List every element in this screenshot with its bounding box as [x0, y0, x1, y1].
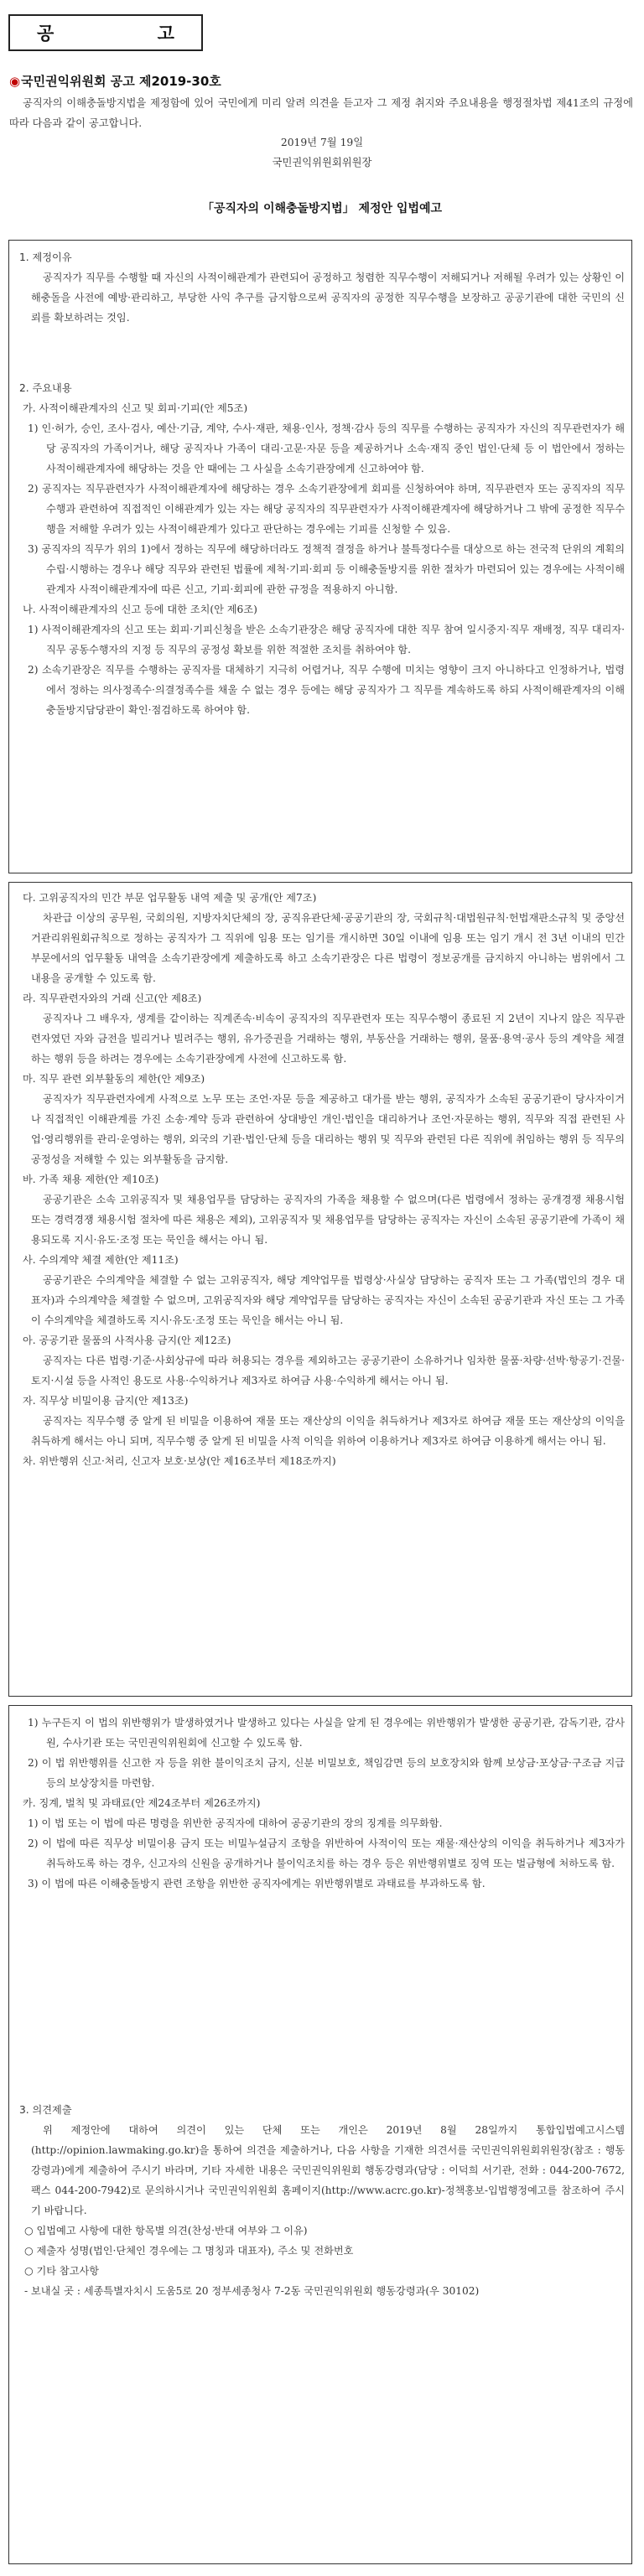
content-box-1 [8, 240, 632, 873]
list-item: 1) 이 법 또는 이 법에 따른 명령을 위반한 공직자에 대하여 공공기관의 장의 징계를 의무화함. [28, 1817, 443, 1829]
subsection-heading: 사. 수의계약 체결 제한(안 제11조) [23, 1254, 179, 1266]
content-box-2 [8, 882, 632, 1697]
subsection-heading: 나. 사적이해관계자의 신고 등에 대한 조치(안 제6조) [23, 604, 257, 615]
section-body: 위 제정안에 대하여 의견이 있는 단체 또는 개인은 2019년 8월 28일까지 통합입법예고시스템(http://opinion.lawmaking.go.kr)을 통하여 의견을 제출하거나, 다음 사항을 기재한 의견서를 국민권익위원회위원장(참조 : 행동강령과)에게 제출하여 주시기 바라며, 기타 자세한 내용은 국민권익위원회 행동강령과(담당 : 이덕희 서기관, 전화 : 044-200-7672, 팩스 044-200-7942)로 문의하시거나 국민권익위원회 홈페이지(http://www.acrc.go.kr)-정책홍보-입법행정예고를 참조하여 주시기 바랍니다. [31, 2124, 625, 2216]
list-item: 2) 공직자는 직무관련자가 사적이해관계자에 해당하는 경우 소속기관장에게 회피를 신청하여야 하며, 직무관련자 또는 공직자의 직무 수행과 관련하여 직접적인 이해관계가 있는 자는 해당 공직자의 직무관련자가 사적이해관계자에 해당하거나 그 밖에 공정한 직무수행을 저해할 우려가 있는 사적이해관계가 있다고 판단하는 경우에는 기피를 신청할 수 있음. [28, 483, 625, 535]
content-box-3 [8, 1705, 632, 2564]
list-item: 1) 누구든지 이 법의 위반행위가 발생하였거나 발생하고 있다는 사실을 알게 된 경우에는 위반행위가 발생한 공공기관, 감독기관, 감사원, 수사기관 또는 국민권익위원회에 신고할 수 있도록 함. [28, 1717, 625, 1749]
notice-title [9, 72, 221, 90]
list-item: 2) 이 법 위반행위를 신고한 자 등을 위한 불이익조치 금지, 신분 비밀보호, 책임감면 등의 보호장치와 함께 보상금·포상금·구조금 지급 등의 보상장치를 마련함. [28, 1757, 625, 1789]
list-item: ○ 기타 참고사항 [24, 2265, 100, 2277]
subsection-body: 공직자는 직무수행 중 알게 된 비밀을 이용하여 재물 또는 재산상의 이익을 취득하거나 제3자로 하여금 재물 또는 재산상의 이익을 취득하게 해서는 아니 되며, 직무수행 중 알게 된 비밀을 사적 이익을 위하여 이용하거나 제3자로 하여금 이용하게 해서는 아니 됨. [31, 1415, 625, 1447]
subsection-body: 공공기관은 수의계약을 체결할 수 없는 고위공직자, 해당 계약업무를 법령상·사실상 담당하는 공직자 또는 그 가족(법인의 경우 대표자)과 수의계약을 체결할 수 없으며, 고위공직자와 해당 계약업무를 담당하는 공직자는 자신이 소속된 공공기관과 자신 또는 그 가족이 수의계약을 체결하도록 지시·유도·조정 또는 묵인을 해서는 아니 됨. [31, 1274, 625, 1326]
section-2 [19, 378, 625, 720]
subsection-heading: 자. 직무상 비밀이용 금지(안 제13조) [23, 1395, 189, 1407]
list-item: ○ 제출자 성명(법인·단체인 경우에는 그 명칭과 대표자), 주소 및 전화번호 [24, 2245, 354, 2257]
mailing-address: - 보내실 곳 : 세종특별자치시 도움5로 20 정부세종청사 7-2동 국민권익위원회 행동강령과(우 30102) [24, 2285, 480, 2297]
subsection-heading: 마. 직무 관련 외부활동의 제한(안 제9조) [23, 1073, 205, 1085]
subsection-heading: 차. 위반행위 신고·처리, 신고자 보호·보상(안 제16조부터 제18조까지) [23, 1455, 336, 1467]
section-1 [19, 247, 625, 328]
bill-title: 「공직자의 이해충돌방지법」 제정안 입법예고 [201, 202, 443, 215]
list-item: 1) 사적이해관계자의 신고 또는 회피·기피신청을 받은 소속기관장은 해당 공직자에 대한 직무 참여 일시중지·직무 재배정, 직무 대리자·직무 공동수행자의 지정 등 직무의 공정성 확보를 위한 적절한 조치를 취하여야 함. [28, 624, 625, 656]
list-item: 2) 이 법에 따른 직무상 비밀이용 금지 또는 비밀누설금지 조항을 위반하여 사적이익 또는 재물·재산상의 이익을 취득하거나 제3자가 취득하도록 하는 경우, 신고자의 신원을 공개하거나 불이익조치를 하는 경우 등은 위반행위별로 징역 또는 벌금형에 처하도록 함. [28, 1837, 625, 1869]
section-body: 공직자가 직무를 수행할 때 자신의 사적이해관계가 관련되어 공정하고 청렴한 직무수행이 저해되거나 저해될 우려가 있는 상황인 이해충돌을 사전에 예방·관리하고, 부당한 사익 추구를 금지함으로써 공직자의 공정한 직무수행을 보장하고 공공기관에 대한 국민의 신뢰를 확보하려는 것임. [31, 272, 625, 324]
notice-intro: 공직자의 이해충돌방지법을 제정함에 있어 국민에게 미리 알려 의견을 듣고자 그 제정 취지와 주요내용을 행정절차법 제41조의 규정에 따라 다음과 같이 공고합니다. [9, 97, 633, 129]
notice-signatory: 국민권익위원회위원장 [272, 157, 372, 168]
subsection-heading: 라. 직무관련자와의 거래 신고(안 제8조) [23, 993, 202, 1004]
notice-header-box [8, 14, 223, 51]
subsection-heading: 바. 가족 채용 제한(안 제10조) [23, 1174, 159, 1185]
section-heading: 2. 주요내용 [19, 382, 72, 394]
notice-title-mark-icon: ◉ [9, 74, 21, 89]
notice-title-text: 국민권익위원회 공고 제2019-30호 [21, 74, 221, 89]
section-heading: 1. 제정이유 [19, 251, 72, 263]
list-item: ○ 입법예고 사항에 대한 항목별 의견(찬성·반대 여부와 그 이유) [24, 2225, 308, 2237]
subsection-body: 공공기관은 소속 고위공직자 및 채용업무를 담당하는 공직자의 가족을 채용할 수 없으며(다른 법령에서 정하는 공개경쟁 채용시험 또는 경력경쟁 채용시험 절차에 따른 채용은 제외), 고위공직자 및 채용업무를 담당하는 공직자는 자신이 소속된 공공기관에 가족이 채용되도록 지시·유도·조정 또는 묵인을 해서는 아니 됨. [31, 1194, 625, 1246]
subsection-heading: 아. 공공기관 물품의 사적사용 금지(안 제12조) [23, 1335, 231, 1346]
list-item: 3) 이 법에 따른 이해충돌방지 관련 조항을 위반한 공직자에게는 위반행위별로 과태료를 부과하도록 함. [28, 1878, 486, 1889]
list-item: 1) 인·허가, 승인, 조사·검사, 예산·기금, 계약, 수사·재판, 채용·인사, 정책·감사 등의 직무를 수행하는 공직자가 자신의 직무관련자가 해당 공직자의 가족이거나, 해당 공직자나 가족이 대리·고문·자문 등을 제공하거나 소속·재직 중인 법인·단체 등 이 법안에서 정하는 사적이해관계자에 해당하는 것을 안 때에는 그 사실을 소속기관장에게 신고하여야 함. [28, 422, 625, 474]
notice-header [8, 8, 223, 57]
list-item: 2) 소속기관장은 직무를 수행하는 공직자를 대체하기 지극히 어렵거나, 직무 수행에 미치는 영향이 크지 아니하다고 인정하거나, 법령에서 정하는 의사정족수·의결정족수를 채울 수 없는 경우 등에는 해당 공직자가 그 직무를 계속하도록 하되 사적이해관계자의 이해충돌방지담당관이 확인·점검하도록 하여야 함. [28, 664, 625, 716]
list-item: 3) 공직자의 직무가 위의 1)에서 정하는 직무에 해당하더라도 정책적 결정을 하거나 불특정다수를 대상으로 하는 전국적 단위의 계획의 수립·시행하는 경우나 해당 직무와 관련된 법률에 제척·기피·회피 등 이해충돌방지를 위한 절차가 마련되어 있는 경우에는 사적이해관계자 사적이해관계자에 따른 신고, 기피·회피에 관한 규정을 적용하지 아니함. [28, 543, 625, 595]
subsection-body: 공직자는 다른 법령·기준·사회상규에 따라 허용되는 경우를 제외하고는 공공기관이 소유하거나 임차한 물품·차량·선박·항공기·건물·토지·시설 등을 사적인 용도로 사용·수익하거나 제3자로 하여금 사용·수익하게 해서는 아니 됨. [31, 1355, 625, 1386]
subsection-body: 공직자나 그 배우자, 생계를 같이하는 직계존속·비속이 공직자의 직무관련자 또는 직무수행이 종료된 지 2년이 지나지 않은 직무관련자였던 자와 금전을 빌리거나 빌려주는 행위, 유가증권을 거래하는 행위, 부동산을 거래하는 행위, 물품·용역·공사 등의 계약을 체결하는 행위 등을 하려는 경우에는 소속기관장에게 사전에 신고하도록 함. [31, 1013, 625, 1065]
subsection-heading: 가. 사적이해관계자의 신고 및 회피·기피(안 제5조) [23, 402, 248, 414]
notice-date: 2019년 7월 19일 [280, 137, 364, 148]
section-3 [19, 2100, 625, 2301]
subsection-heading: 다. 고위공직자의 민간 부문 업무활동 내역 제출 및 공개(안 제7조) [23, 892, 317, 904]
subsection-body: 차관급 이상의 공무원, 국회의원, 지방자치단체의 장, 공직유관단체·공공기관의 장, 국회규칙·대법원규칙·헌법재판소규칙 및 중앙선거관리위원회규칙으로 정하는 공직자가 그 직위에 임용 또는 임기를 개시하면 30일 이내에 임용 또는 임기 개시 전 3년 이내의 민간 부문에서의 업무활동 내역을 소속기관장에게 제출하도록 하고 소속기관장은 다른 법령이 정보공개를 금지하지 아니하는 범위에서 그 내용을 공개할 수 있도록 함. [31, 912, 625, 984]
notice-header-label: 공 고 [37, 23, 223, 44]
subsections-cha-ka [19, 1713, 625, 1894]
subsections-da-to-cha [19, 888, 625, 1471]
subsection-body: 공직자가 직무관련자에게 사적으로 노무 또는 조언·자문 등을 제공하고 대가를 받는 행위, 공직자가 소속된 공공기관이 당사자이거나 직접적인 이해관계를 가진 소송·계약 등과 관련하여 상대방인 개인·법인을 대리하거나 조언·자문하는 행위, 직무와 직접 관련된 사업·영리행위를 관리·운영하는 행위, 외국의 기관·법인·단체 등을 대리하는 행위 및 직무와 관련된 다른 직위에 취임하는 행위 등 직무의 공정성을 저해할 수 있는 외부활동을 금지함. [31, 1093, 625, 1165]
section-heading: 3. 의견제출 [19, 2104, 72, 2116]
subsection-heading: 카. 징계, 벌칙 및 과태료(안 제24조부터 제26조까지) [23, 1797, 261, 1809]
